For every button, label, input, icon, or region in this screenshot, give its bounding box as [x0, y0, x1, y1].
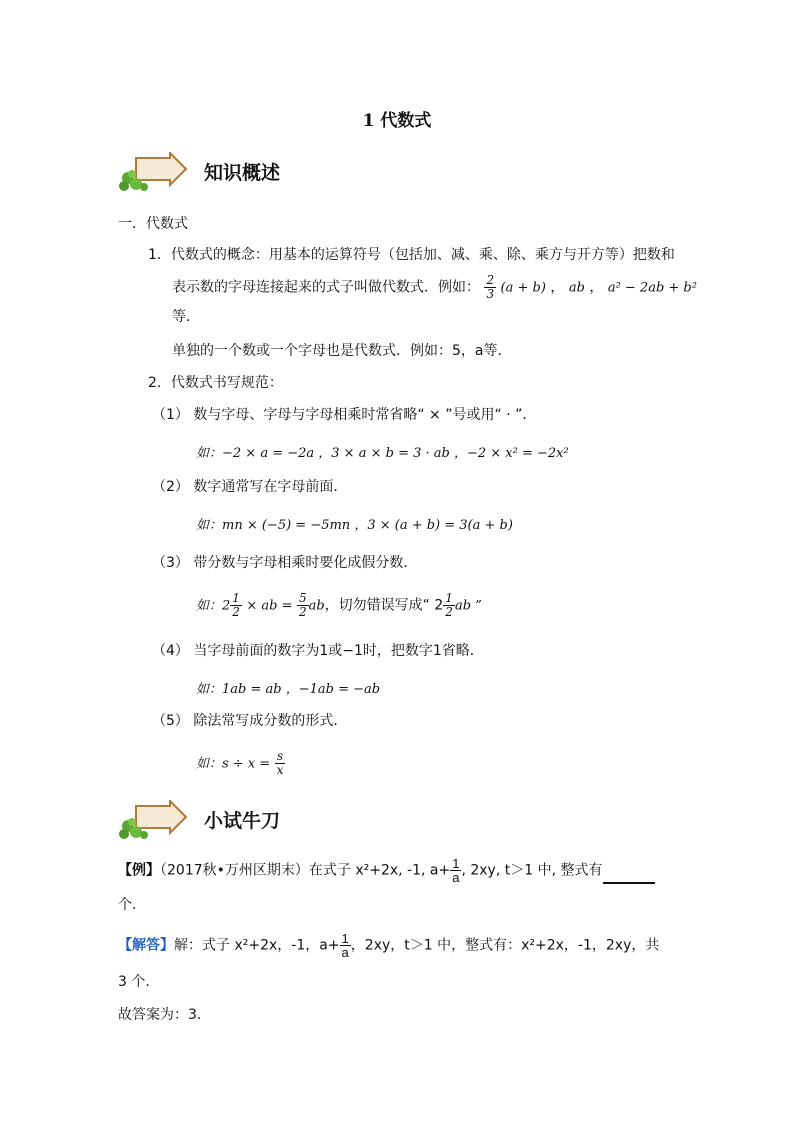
- separator: ，: [589, 279, 604, 296]
- rule-3: （3） 带分数与字母相乘时要化成假分数．: [152, 555, 418, 571]
- rule-4: （4） 当字母前面的数字为1或−1时，把数字1省略．: [152, 643, 484, 659]
- fraction: $\frac{5}{2}$: [298, 591, 307, 619]
- page-title: 1 代数式: [362, 111, 432, 131]
- example-question: [118, 857, 655, 884]
- answer-line-1: [118, 932, 659, 959]
- section-heading-practice: 小试牛刀: [204, 810, 281, 832]
- fraction: $\frac{1}{2}$: [445, 591, 453, 619]
- expr-a-plus-b: (a + b): [500, 280, 546, 296]
- fraction: $\frac{1}{a}$: [341, 931, 349, 960]
- example-end: ab ”: [454, 598, 482, 614]
- answer-text: ，2xy，t＞1 中，整式有：x²+2x，-1，2xy，共: [350, 937, 660, 954]
- definition-line-2: [172, 274, 697, 301]
- answer-line-2: 3 个.: [118, 974, 150, 990]
- example-ab: ab: [308, 598, 325, 614]
- definition-text: 表示数的字母连接起来的式子叫做代数式．例如：: [172, 279, 480, 296]
- part-label: 一．代数式: [118, 216, 188, 232]
- arrow-clover-icon: [118, 800, 188, 840]
- expr-square: a² − 2ab + b²: [607, 280, 697, 296]
- example-suffix: ，切勿错误写成“ 2: [324, 597, 444, 614]
- example-prefix: 如：2: [196, 598, 231, 614]
- definition-line-1: 1．代数式的概念：用基本的运算符号（包括加、减、乘、除、乘方与开方等）把数和: [148, 247, 675, 263]
- section-icon-arrow-clover: [118, 800, 188, 844]
- fraction: $\frac{1}{a}$: [452, 856, 460, 885]
- rules-label: 2．代数式书写规范：: [148, 375, 283, 391]
- definition-line-4: 单独的一个数或一个字母也是代数式．例如：5，a等．: [172, 343, 512, 359]
- expr-ab: ab: [568, 280, 585, 296]
- rule-3-example: [196, 592, 482, 619]
- fraction: $\frac{2}{3}$: [486, 273, 495, 301]
- section-heading-overview: 知识概述: [204, 162, 281, 184]
- rule-2-example: 如：mn × (−5) = −5mn ，3 × (a + b) = 3(a + b): [196, 518, 513, 533]
- fraction: $\frac{1}{2}$: [232, 591, 240, 619]
- example-text: （2017秋•万州区期末）在式子 x²+2x, -1, a+: [160, 862, 451, 879]
- rule-5: （5） 除法常写成分数的形式．: [152, 713, 348, 729]
- example-mid: × ab =: [246, 598, 293, 614]
- example-question-end: 个.: [118, 897, 137, 913]
- answer-final: 故答案为：3.: [118, 1007, 202, 1023]
- rule-5-example: [196, 750, 285, 777]
- rule-1: （1） 数与字母、字母与字母相乘时常省略“ × ”号或用“ · ”．: [152, 407, 537, 423]
- rule-2: （2） 数字通常写在字母前面．: [152, 479, 348, 495]
- arrow-clover-icon: [118, 152, 188, 192]
- section-icon-arrow-clover: [118, 152, 188, 196]
- rule-1-example: 如：−2 × a = −2a ，3 × a × b = 3 · ab ，−2 × x² = −2x²: [196, 446, 569, 461]
- example-prefix: 如：s ÷ x =: [196, 756, 271, 772]
- definition-line-3: 等．: [172, 309, 200, 325]
- rule-4-example: 如：1ab = ab ，−1ab = −ab: [196, 682, 381, 697]
- answer-blank[interactable]: [603, 868, 655, 884]
- fraction: $\frac{s}{x}$: [276, 749, 284, 777]
- answer-text: 解：式子 x²+2x，-1，a+: [174, 937, 340, 954]
- example-text: , 2xy, t＞1 中, 整式有: [461, 862, 603, 879]
- example-tag: 【例】: [118, 862, 160, 879]
- separator: ，: [550, 279, 565, 296]
- answer-tag: 【解答】: [118, 937, 174, 954]
